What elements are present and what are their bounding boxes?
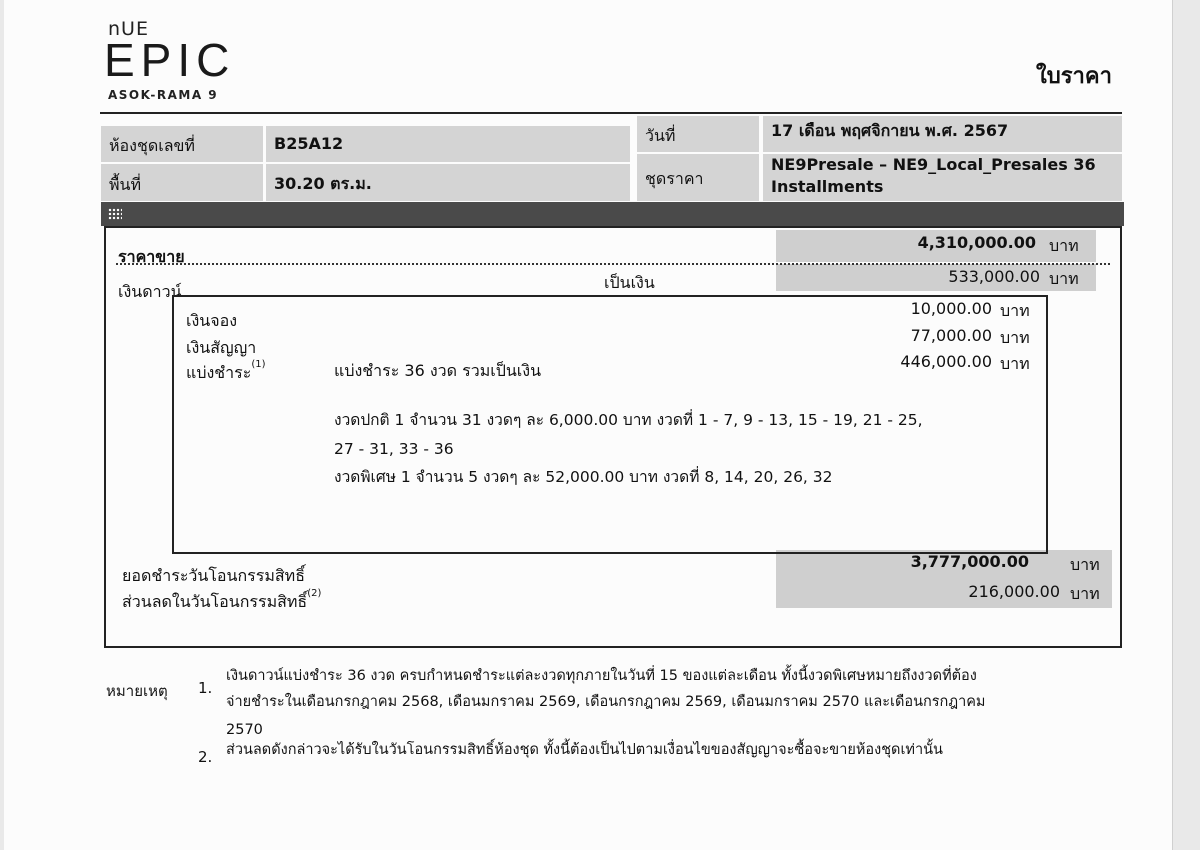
sale-price-currency: บาท xyxy=(1049,236,1079,255)
discount-note-ref: (2) xyxy=(307,588,322,599)
discount-label-group xyxy=(122,590,321,615)
regular-installment-line-2: 27 - 31, 33 - 36 xyxy=(334,440,454,458)
down-payment-currency: บาท xyxy=(1049,269,1079,288)
price-set-line-2: Installments xyxy=(771,177,884,196)
transfer-currency: บาท xyxy=(1070,555,1100,574)
header-divider xyxy=(100,112,1122,114)
unit-value: B25A12 xyxy=(266,126,630,162)
down-payment-value: 533,000.00 xyxy=(948,267,1040,286)
sale-price-label: ราคาขาย xyxy=(118,247,185,266)
note-2-number: 2. xyxy=(198,748,213,766)
discount-label: ส่วนลดในวันโอนกรรมสิทธิ์ xyxy=(122,592,308,611)
installment-label-group xyxy=(186,361,265,386)
notes-label: หมายเหตุ xyxy=(106,682,168,700)
discount-value: 216,000.00 xyxy=(968,582,1060,601)
down-payment-label: เงินดาวน์ xyxy=(118,282,182,301)
sale-price-value: 4,310,000.00 xyxy=(917,233,1036,252)
booking-currency: บาท xyxy=(1000,301,1030,320)
installment-description: แบ่งชำระ 36 งวด รวมเป็นเงิน xyxy=(334,361,542,380)
grid-dots-icon xyxy=(108,208,122,220)
contract-currency: บาท xyxy=(1000,328,1030,347)
brand-subtitle: ASOK-RAMA 9 xyxy=(108,88,219,102)
dotted-separator xyxy=(116,263,1110,265)
down-payment-amount-label: เป็นเงิน xyxy=(604,273,655,292)
section-header-bar xyxy=(101,202,1124,226)
area-label: พื้นที่ xyxy=(101,164,263,201)
discount-currency: บาท xyxy=(1070,584,1100,603)
contract-label: เงินสัญญา xyxy=(186,338,257,357)
regular-installment-line-1: งวดปกติ 1 จำนวน 31 งวดๆ ละ 6,000.00 บาท งวดที่ 1 - 7, 9 - 13, 15 - 19, 21 - 25, xyxy=(334,411,923,429)
installment-note-ref: (1) xyxy=(251,359,266,370)
installment-value: 446,000.00 xyxy=(900,352,992,371)
brand-logo: EPIC xyxy=(104,34,236,86)
document-title: ใบราคา xyxy=(1036,64,1112,89)
date-label: วันที่ xyxy=(637,116,759,152)
price-set-line-1: NE9Presale – NE9_Local_Presales 36 xyxy=(771,155,1096,174)
note-1-line-3: 2570 xyxy=(226,722,263,738)
down-payment-box xyxy=(776,264,1096,291)
booking-label: เงินจอง xyxy=(186,311,238,330)
installment-currency: บาท xyxy=(1000,354,1030,373)
installment-label: แบ่งชำระ xyxy=(186,363,252,382)
brand-top-text: nUE xyxy=(108,18,149,40)
note-1-line-1: เงินดาวน์แบ่งชำระ 36 งวด ครบกำหนดชำระแต่ละงวดทุกภายในวันที่ 15 ของแต่ละเดือน ทั้งนี้งวดพิเศษหมายถึงงวดที่ต้อง xyxy=(226,668,977,684)
special-installment-line: งวดพิเศษ 1 จำนวน 5 งวดๆ ละ 52,000.00 บาท งวดที่ 8, 14, 20, 26, 32 xyxy=(334,468,833,486)
note-1-number: 1. xyxy=(198,679,213,697)
note-1-line-2: จ่ายชำระในเดือนกรกฎาคม 2568, เดือนมกราคม 2569, เดือนกรกฎาคม 2569, เดือนมกราคม 2570 และเดือนกรกฎาคม xyxy=(226,694,986,710)
unit-label: ห้องชุดเลขที่ xyxy=(101,126,263,162)
price-set-value xyxy=(763,154,1122,201)
price-set-label: ชุดราคา xyxy=(637,154,759,201)
note-2-line-1: ส่วนลดดังกล่าวจะได้รับในวันโอนกรรมสิทธิ์ห้องชุด ทั้งนี้ต้องเป็นไปตามเงื่อนไขของสัญญาจะซื้อจะขายห้องชุดเท่านั้น xyxy=(226,742,943,758)
transfer-label: ยอดชำระวันโอนกรรมสิทธิ์ xyxy=(122,566,305,585)
contract-value: 77,000.00 xyxy=(910,326,992,345)
booking-value: 10,000.00 xyxy=(910,299,992,318)
transfer-value: 3,777,000.00 xyxy=(910,552,1029,571)
discount-box xyxy=(776,580,1112,608)
area-value: 30.20 ตร.ม. xyxy=(266,164,630,201)
date-value: 17 เดือน พฤศจิกายน พ.ศ. 2567 xyxy=(763,116,1122,152)
